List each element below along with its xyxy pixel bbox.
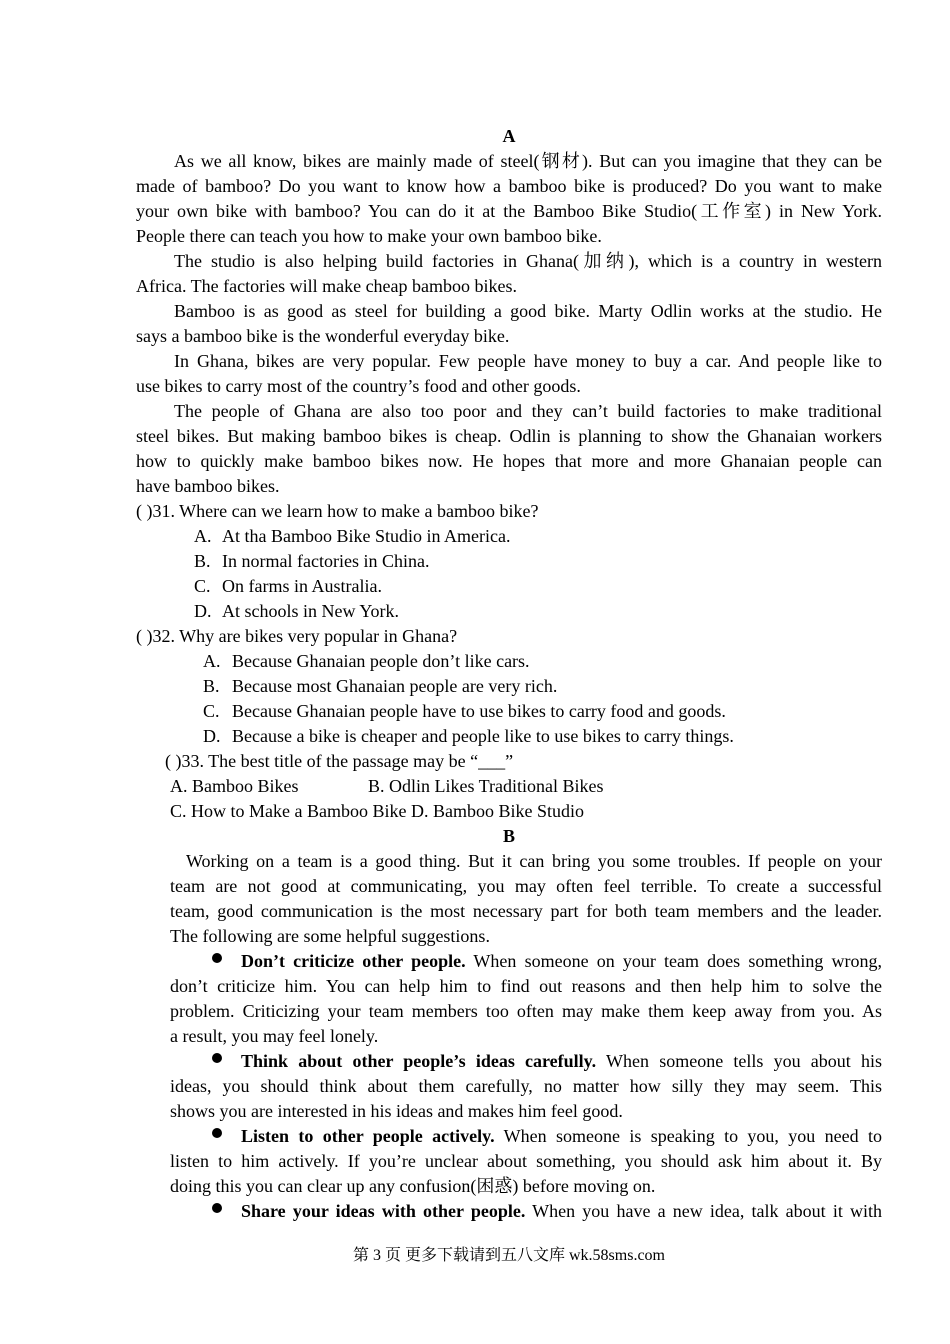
option-letter: C. [203,701,220,721]
passage-line: made of bamboo? Do you want to know how a bamboo bike is produced? Do you want to make [136,176,882,196]
passage-line: In Ghana, bikes are very popular. Few people have money to buy a car. And people like to [174,351,882,371]
passage-line: how to quickly make bamboo bikes now. He hopes that more and more Ghanaian people can [136,451,882,471]
option-a: A. Bamboo Bikes [170,776,299,796]
passage-line: listen to him actively. If you’re unclear about something, you should ask him about it. By [170,1151,882,1171]
tip-first-line [241,1049,882,1074]
section-a-heading: A [502,126,516,146]
passage-line: People there can teach you how to make your own bamboo bike. [136,226,602,246]
option-letter: B. [203,676,220,696]
passage-line: As we all know, bikes are mainly made of steel(钢材). But can you imagine that they can be [174,151,882,171]
question-stem [165,749,513,774]
tip-text: When someone on your team does something wrong, [465,951,882,971]
passage-line: The following are some helpful suggestions. [170,926,490,946]
passage-line: problem. Criticizing your team members too often may make them keep away from you. As [170,1001,882,1021]
option-text: At tha Bamboo Bike Studio in America. [222,526,511,546]
passage-line: Africa. The factories will make cheap bamboo bikes. [136,276,518,296]
tip-title: Listen to other people actively. [241,1126,495,1146]
passage-line: ideas, you should think about them carefully, no matter how silly they may seem. This [170,1076,882,1096]
passage-line: have bamboo bikes. [136,476,280,496]
option-letter: D. [194,601,212,621]
tip-text: When someone is speaking to you, you need to [494,1126,883,1146]
option-letter: B. [194,551,211,571]
passage-line: steel bikes. But making bamboo bikes is cheap. Odlin is planning to show the Ghanaian workers [136,426,882,446]
tip-text: When you have a new idea, talk about it with [525,1201,882,1221]
question-stem: ( )32. Why are bikes very popular in Ghana? [136,626,458,646]
tip-first-line [241,1199,882,1224]
passage-line: shows you are interested in his ideas and makes him feel good. [170,1101,623,1121]
tip-first-line [241,1124,882,1149]
question-stem-text: ( )33. The best title of the passage may be “ [165,751,479,771]
option-letter: A. [203,651,221,671]
question-stem: ( )31. Where can we learn how to make a bamboo bike? [136,501,539,521]
bullet-icon [212,953,222,963]
option-text: In normal factories in China. [222,551,430,571]
passage-line: Bamboo is as good as steel for building a good bike. Marty Odlin works at the studio. He [174,301,882,321]
answer-blank: ___ [478,751,506,771]
passage-line: team, good communication is the most necessary part for both team members and the leader. [170,901,882,921]
passage-line: team are not good at communicating, you may often feel terrible. To create a successful [170,876,882,896]
passage-line: The studio is also helping build factories in Ghana(加纳), which is a country in western [174,251,882,271]
question-stem-end: ” [505,751,514,771]
passage-line: your own bike with bamboo? You can do it at the Bamboo Bike Studio(工作室) in New York. [136,201,882,221]
option-b: B. Odlin Likes Traditional Bikes [368,776,604,796]
bullet-icon [212,1128,222,1138]
option-text: On farms in Australia. [222,576,382,596]
passage-line: doing this you can clear up any confusion(困惑) before moving on. [170,1176,656,1196]
tip-title: Share your ideas with other people. [241,1201,526,1221]
option-text: Because Ghanaian people don’t like cars. [232,651,530,671]
page-footer: 第 3 页 更多下载请到五八文库 wk.58sms.com [352,1247,665,1264]
option-text: Because a bike is cheaper and people like to use bikes to carry things. [232,726,734,746]
options-c-d: C. How to Make a Bamboo Bike D. Bamboo Bike Studio [170,801,584,821]
passage-line: a result, you may feel lonely. [170,1026,379,1046]
passage-line: don’t criticize him. You can help him to find out reasons and then help him to solve the [170,976,882,996]
option-text: Because most Ghanaian people are very rich. [232,676,558,696]
option-text: Because Ghanaian people have to use bikes to carry food and goods. [232,701,726,721]
bullet-icon [212,1053,222,1063]
tip-title: Think about other people’s ideas carefully. [241,1051,597,1071]
passage-line: says a bamboo bike is the wonderful everyday bike. [136,326,510,346]
option-letter: A. [194,526,212,546]
bullet-icon [212,1203,222,1213]
tip-title: Don’t criticize other people. [241,951,466,971]
section-b-heading: B [502,826,515,846]
passage-line: Working on a team is a good thing. But it can bring you some troubles. If people on your [186,851,882,871]
passage-line: The people of Ghana are also too poor and they can’t build factories to make traditional [174,401,882,421]
tip-text: When someone tells you about his [596,1051,882,1071]
passage-line: use bikes to carry most of the country’s food and other goods. [136,376,581,396]
option-text: At schools in New York. [222,601,400,621]
option-letter: C. [194,576,211,596]
tip-first-line [241,949,882,974]
option-letter: D. [203,726,221,746]
